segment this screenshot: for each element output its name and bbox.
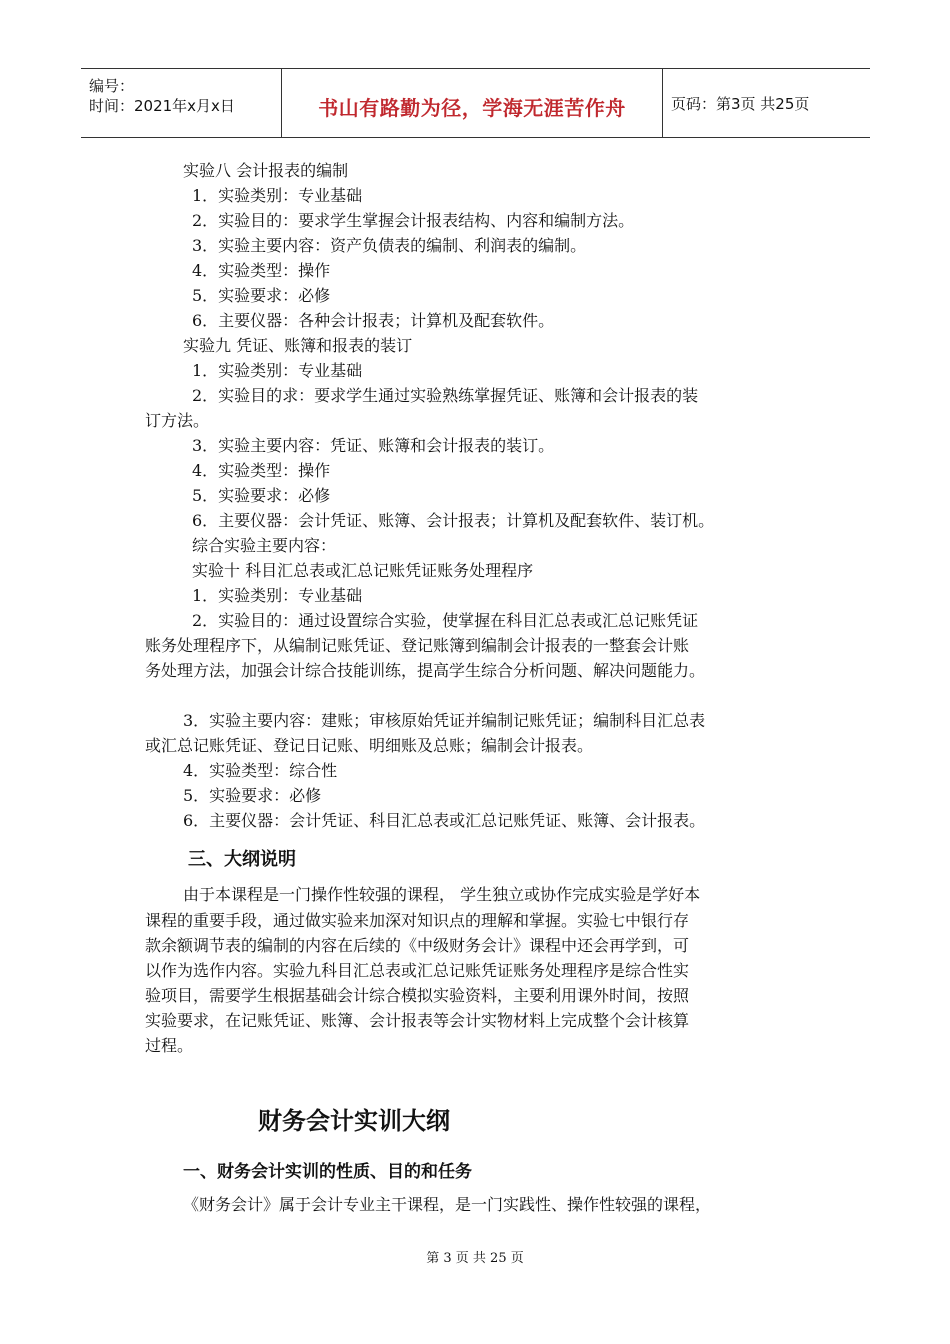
- section-3-para-line-4: 以作为选作内容。实验九科目汇总表或汇总记账凭证账务处理程序是综合性实: [145, 961, 690, 980]
- section-3-para-line-5: 验项目，需要学生根据基础会计综合模拟实验资料，主要利用课外时间，按照: [145, 986, 690, 1005]
- comprehensive-heading: 综合实验主要内容：: [192, 536, 337, 555]
- exp10-item-3-cont: 或汇总记账凭证、登记日记账、明细账及总账；编制会计报表。: [145, 736, 594, 755]
- exp10-item-3: 3．实验主要内容：建账；审核原始凭证并编制记账凭证；编制科目汇总表: [183, 711, 706, 730]
- section-3-para-line-2: 课程的重要手段，通过做实验来加深对知识点的理解和掌握。实验七中银行存: [145, 911, 690, 930]
- training-heading-1: 一、财务会计实训的性质、目的和任务: [183, 1162, 472, 1182]
- training-intro-line: 《财务会计》属于会计专业主干课程，是一门实践性、操作性较强的课程，: [183, 1195, 712, 1214]
- page-footer: 第 3 页 共 25 页: [426, 1251, 524, 1266]
- exp10-item-4: 4．实验类型：综合性: [183, 761, 338, 780]
- exp9-title: 实验九 凭证、账簿和报表的装订: [183, 336, 413, 355]
- exp9-item-2-cont: 订方法。: [145, 411, 210, 430]
- exp10-item-2-cont-2: 务处理方法，加强会计综合技能训练，提高学生综合分析问题、解决问题能力。: [145, 661, 706, 680]
- section-3-para-line-7: 过程。: [145, 1036, 194, 1055]
- exp9-item-5: 5．实验要求：必修: [192, 486, 331, 505]
- exp10-title: 实验十 科目汇总表或汇总记账凭证账务处理程序: [192, 561, 534, 580]
- training-outline-title: 财务会计实训大纲: [258, 1107, 450, 1135]
- section-3-para-line-6: 实验要求，在记账凭证、账簿、会计报表等会计实物材料上完成整个会计核算: [145, 1011, 690, 1030]
- exp9-item-6: 6．主要仪器：会计凭证、账簿、会计报表；计算机及配套软件、装订机。: [192, 511, 715, 530]
- doc-number: 编号：: [89, 77, 135, 95]
- exp8-item-3: 3．实验主要内容：资产负债表的编制、利润表的编制。: [192, 236, 587, 255]
- doc-time: 时间：2021年x月x日: [89, 97, 235, 115]
- exp10-item-2-cont-1: 账务处理程序下，从编制记账凭证、登记账簿到编制会计报表的一整套会计账: [145, 636, 690, 655]
- exp8-item-6: 6．主要仪器：各种会计报表；计算机及配套软件。: [192, 311, 555, 330]
- exp8-item-1: 1．实验类别：专业基础: [192, 186, 363, 205]
- page-header: [81, 68, 870, 138]
- exp9-item-3: 3．实验主要内容：凭证、账簿和会计报表的装订。: [192, 436, 555, 455]
- header-right-cell: [663, 69, 870, 137]
- exp8-title: 实验八 会计报表的编制: [183, 161, 349, 180]
- exp9-item-1: 1．实验类别：专业基础: [192, 361, 363, 380]
- exp10-item-5: 5．实验要求：必修: [183, 786, 322, 805]
- exp8-item-2: 2．实验目的：要求学生掌握会计报表结构、内容和编制方法。: [192, 211, 635, 230]
- header-motto: 书山有路勤为径，学海无涯苦作舟: [318, 96, 626, 120]
- exp8-item-5: 5．实验要求：必修: [192, 286, 331, 305]
- header-left-cell: [81, 69, 282, 137]
- section-3-para-line-3: 款余额调节表的编制的内容在后续的《中级财务会计》课程中还会再学到，可: [145, 936, 690, 955]
- header-center-cell: [282, 69, 663, 137]
- exp9-item-4: 4．实验类型：操作: [192, 461, 331, 480]
- exp8-item-4: 4．实验类型：操作: [192, 261, 331, 280]
- exp9-item-2: 2．实验目的求：要求学生通过实验熟练掌握凭证、账簿和会计报表的装: [192, 386, 699, 405]
- exp10-item-2: 2．实验目的：通过设置综合实验，使掌握在科目汇总表或汇总记账凭证: [192, 611, 699, 630]
- section-3-heading: 三、大纲说明: [188, 849, 296, 870]
- header-page-number: 页码：第3页 共25页: [671, 95, 810, 113]
- exp10-item-1: 1．实验类别：专业基础: [192, 586, 363, 605]
- exp10-item-6: 6．主要仪器：会计凭证、科目汇总表或汇总记账凭证、账簿、会计报表。: [183, 811, 706, 830]
- section-3-para-line-1: 由于本课程是一门操作性较强的课程， 学生独立或协作完成实验是学好本: [183, 885, 701, 904]
